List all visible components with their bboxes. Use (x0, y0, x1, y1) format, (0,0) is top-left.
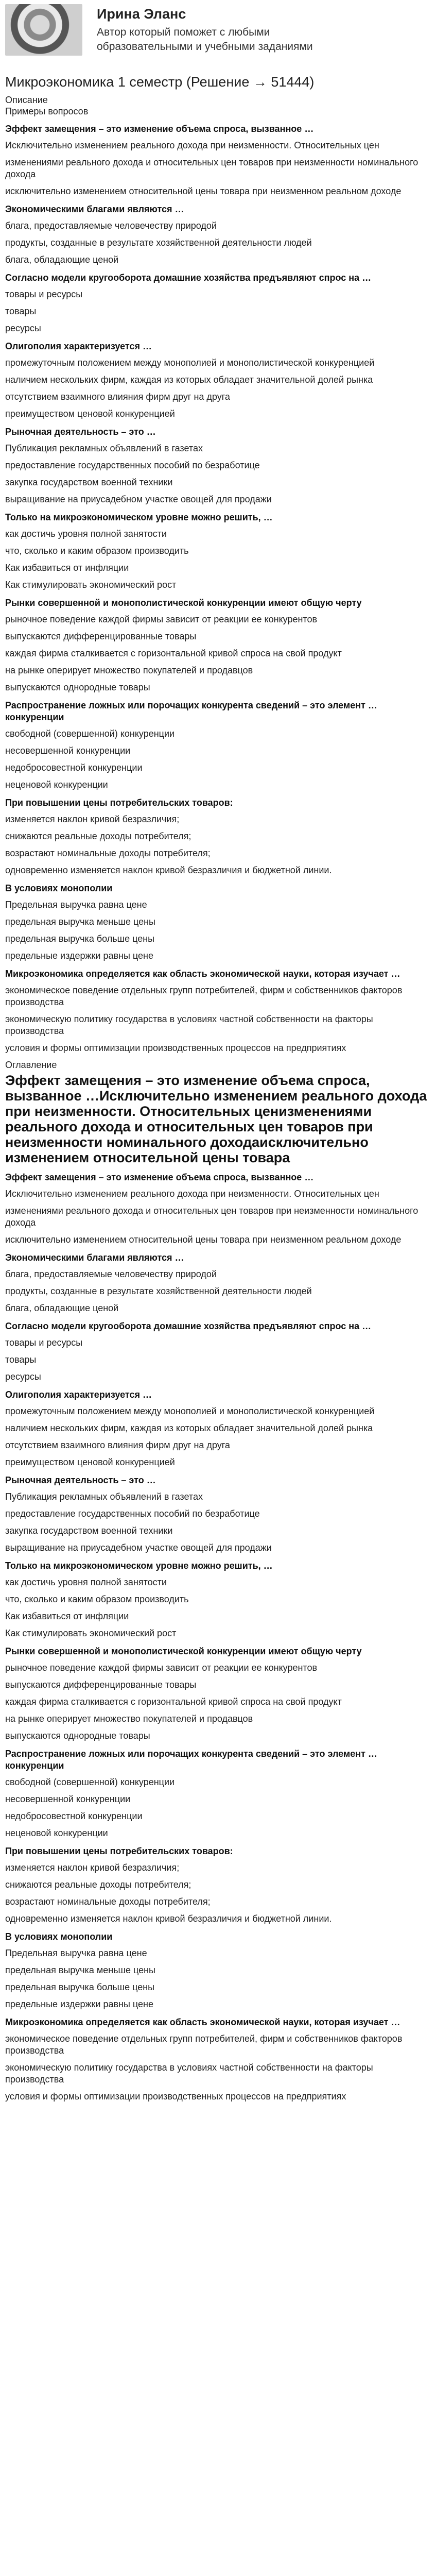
answer-option: отсутствием взаимного влияния фирм друг на друга (5, 1440, 230, 1450)
answer-option: выращивание на приусадебном участке овощей для продажи (5, 494, 272, 504)
document-title: Микроэкономика 1 семестр (Решение → 51444) (5, 74, 315, 90)
answer-option: экономическое поведение отдельных групп потребителей, фирм и собственников факторов производства (5, 985, 403, 1007)
question-title: Рыночная деятельность – это … (5, 1475, 156, 1485)
answer-option: Предельная выручка равна цене (5, 1948, 147, 1958)
question-title: Только на микроэкономическом уровне можно решить, … (5, 512, 273, 522)
answer-option: что, сколько и каким образом производить (5, 546, 189, 556)
answer-option: свободной (совершенной) конкуренции (5, 1777, 175, 1787)
answer-option: выпускаются однородные товары (5, 682, 150, 692)
answer-option: изменениями реального дохода и относительных цен товаров при неизменности номинального дохода (5, 1206, 418, 1228)
question-title: Олигополия характеризуется … (5, 341, 152, 351)
answer-option: Как стимулировать экономический рост (5, 580, 177, 590)
question-title: Рынки совершенной и монополистической конкуренции имеют общую черту (5, 1646, 362, 1656)
question-title: Рынки совершенной и монополистической конкуренции имеют общую черту (5, 598, 362, 608)
answer-option: Как избавиться от инфляции (5, 563, 129, 573)
answer-option: предельная выручка меньше цены (5, 1965, 155, 1975)
answer-option: экономическое поведение отдельных групп потребителей, фирм и собственников факторов производства (5, 2033, 403, 2056)
answer-option: исключительно изменением относительной цены товара при неизменном реальном доходе (5, 1234, 402, 1245)
answer-option: Как стимулировать экономический рост (5, 1628, 177, 1638)
answer-option: Исключительно изменением реального дохода при неизменности. Относительных цен (5, 140, 379, 150)
answer-option: рыночное поведение каждой фирмы зависит от реакции ее конкурентов (5, 1663, 318, 1673)
answer-option: несовершенной конкуренции (5, 1794, 131, 1804)
answer-option: одновременно изменяется наклон кривой безразличия и бюджетной линии. (5, 1913, 332, 1924)
description-label: Описание (5, 95, 48, 105)
question-title: При повышении цены потребительских товаров: (5, 798, 233, 808)
answer-option: недобросовестной конкуренции (5, 1811, 143, 1821)
answer-option: выпускаются однородные товары (5, 1731, 150, 1741)
answer-option: изменяется наклон кривой безразличия; (5, 814, 180, 824)
answer-option: предельная выручка меньше цены (5, 917, 155, 927)
answer-option: закупка государством военной техники (5, 477, 173, 487)
question-title: Эффект замещения – это изменение объема спроса, вызванное … (5, 124, 314, 134)
answer-option: Предельная выручка равна цене (5, 900, 147, 910)
answer-option: предельные издержки равны цене (5, 1999, 153, 2009)
answer-option: что, сколько и каким образом производить (5, 1594, 189, 1604)
answer-option: каждая фирма сталкивается с горизонтальной кривой спроса на свой продукт (5, 1697, 342, 1707)
answer-option: блага, предоставляемые человечеству природой (5, 221, 217, 231)
question-title: Экономическими благами являются … (5, 1252, 184, 1263)
answer-option: свободной (совершенной) конкуренции (5, 728, 175, 739)
answer-option: промежуточным положением между монополией и монополистической конкуренцией (5, 1406, 375, 1416)
answer-option: выпускаются дифференцированные товары (5, 631, 197, 641)
answer-option: предоставление государственных пособий по безработице (5, 460, 260, 470)
answer-option: условия и формы оптимизации производственных процессов на предприятиях (5, 2091, 346, 2102)
answer-option: каждая фирма сталкивается с горизонтальной кривой спроса на свой продукт (5, 648, 342, 658)
question-title: В условиях монополии (5, 883, 113, 893)
answer-option: снижаются реальные доходы потребителя; (5, 1879, 191, 1890)
answer-option: промежуточным положением между монополией и монополистической конкуренцией (5, 358, 375, 368)
answer-option: рыночное поведение каждой фирмы зависит от реакции ее конкурентов (5, 614, 318, 624)
question-list-toc (5, 1172, 431, 2103)
answer-option: снижаются реальные доходы потребителя; (5, 831, 191, 841)
toc-heading: Эффект замещения – это изменение объема спроса, вызванное …Исключительно изменением реального дохода при неизменности. Относительных ценизменениями реального дохода и относительных цен товаров при неизменности номинального доходаисключительно изменением относительной цены товара (5, 1073, 427, 1165)
author-card (5, 0, 431, 62)
answer-option: одновременно изменяется наклон кривой безразличия и бюджетной линии. (5, 865, 332, 875)
answer-option: неценовой конкуренции (5, 779, 108, 790)
answer-option: Публикация рекламных объявлений в газетах (5, 1492, 203, 1502)
answer-option: экономическую политику государства в условиях частной собственности на факторы производства (5, 1014, 373, 1036)
author-avatar[interactable] (5, 4, 82, 56)
question-title: Распространение ложных или порочащих конкурента сведений – это элемент … конкуренции (5, 1749, 377, 1771)
answer-option: блага, обладающие ценой (5, 255, 119, 265)
answer-option: товары (5, 306, 37, 316)
answer-option: продукты, созданные в результате хозяйственной деятельности людей (5, 1286, 312, 1296)
answer-option: продукты, созданные в результате хозяйственной деятельности людей (5, 238, 312, 248)
answer-option: ресурсы (5, 1371, 41, 1382)
answer-option: как достичь уровня полной занятости (5, 529, 167, 539)
answer-option: возрастают номинальные доходы потребителя; (5, 1896, 211, 1907)
question-title: Согласно модели кругооборота домашние хозяйства предъявляют спрос на … (5, 273, 372, 283)
answer-option: Как избавиться от инфляции (5, 1611, 129, 1621)
question-title: Эффект замещения – это изменение объема спроса, вызванное … (5, 1172, 314, 1182)
answer-option: Публикация рекламных объявлений в газетах (5, 443, 203, 453)
author-description: Автор который поможет с любыми образовательными и учебными заданиями (97, 26, 313, 53)
question-title: Микроэкономика определяется как область экономической науки, которая изучает … (5, 2017, 400, 2027)
question-title: В условиях монополии (5, 1931, 113, 1942)
answer-option: предельная выручка больше цены (5, 934, 155, 944)
answer-option: выращивание на приусадебном участке овощей для продажи (5, 1543, 272, 1553)
answer-option: закупка государством военной техники (5, 1526, 173, 1536)
answer-option: отсутствием взаимного влияния фирм друг на друга (5, 392, 230, 402)
question-title: Согласно модели кругооборота домашние хозяйства предъявляют спрос на … (5, 1321, 372, 1331)
answer-option: как достичь уровня полной занятости (5, 1577, 167, 1587)
answer-option: преимуществом ценовой конкуренцией (5, 409, 175, 419)
answer-option: недобросовестной конкуренции (5, 762, 143, 773)
question-title: Распространение ложных или порочащих конкурента сведений – это элемент … конкуренции (5, 700, 377, 722)
question-title: Микроэкономика определяется как область экономической науки, которая изучает … (5, 969, 400, 979)
answer-option: изменениями реального дохода и относительных цен товаров при неизменности номинального дохода (5, 157, 418, 179)
answer-option: Исключительно изменением реального дохода при неизменности. Относительных цен (5, 1189, 379, 1199)
answer-option: несовершенной конкуренции (5, 745, 131, 756)
answer-option: ресурсы (5, 323, 41, 333)
author-info (97, 4, 364, 54)
question-title: При повышении цены потребительских товаров: (5, 1846, 233, 1856)
question-list-examples (5, 123, 431, 1054)
answer-option: преимуществом ценовой конкуренцией (5, 1457, 175, 1467)
answer-option: блага, обладающие ценой (5, 1303, 119, 1313)
author-name[interactable]: Ирина Эланс (97, 6, 186, 22)
answer-option: экономическую политику государства в условиях частной собственности на факторы производства (5, 2062, 373, 2084)
answer-option: условия и формы оптимизации производственных процессов на предприятиях (5, 1043, 346, 1053)
answer-option: товары (5, 1354, 37, 1365)
answer-option: возрастают номинальные доходы потребителя; (5, 848, 211, 858)
answer-option: товары и ресурсы (5, 1337, 83, 1348)
answer-option: изменяется наклон кривой безразличия; (5, 1862, 180, 1873)
answer-option: блага, предоставляемые человечеству природой (5, 1269, 217, 1279)
answer-option: предельные издержки равны цене (5, 951, 153, 961)
answer-option: исключительно изменением относительной цены товара при неизменном реальном доходе (5, 186, 402, 196)
answer-option: предоставление государственных пособий по безработице (5, 1509, 260, 1519)
question-title: Олигополия характеризуется … (5, 1389, 152, 1400)
answer-option: наличием нескольких фирм, каждая из которых обладает значительной долей рынка (5, 375, 373, 385)
answer-option: выпускаются дифференцированные товары (5, 1680, 197, 1690)
answer-option: неценовой конкуренции (5, 1828, 108, 1838)
answer-option: на рынке оперирует множество покупателей и продавцов (5, 665, 253, 675)
examples-label: Примеры вопросов (5, 106, 89, 116)
answer-option: наличием нескольких фирм, каждая из которых обладает значительной долей рынка (5, 1423, 373, 1433)
answer-option: на рынке оперирует множество покупателей и продавцов (5, 1714, 253, 1724)
question-title: Экономическими благами являются … (5, 204, 184, 214)
answer-option: предельная выручка больше цены (5, 1982, 155, 1992)
toc-label: Оглавление (5, 1060, 57, 1070)
question-title: Рыночная деятельность – это … (5, 427, 156, 437)
question-title: Только на микроэкономическом уровне можно решить, … (5, 1561, 273, 1571)
answer-option: товары и ресурсы (5, 289, 83, 299)
